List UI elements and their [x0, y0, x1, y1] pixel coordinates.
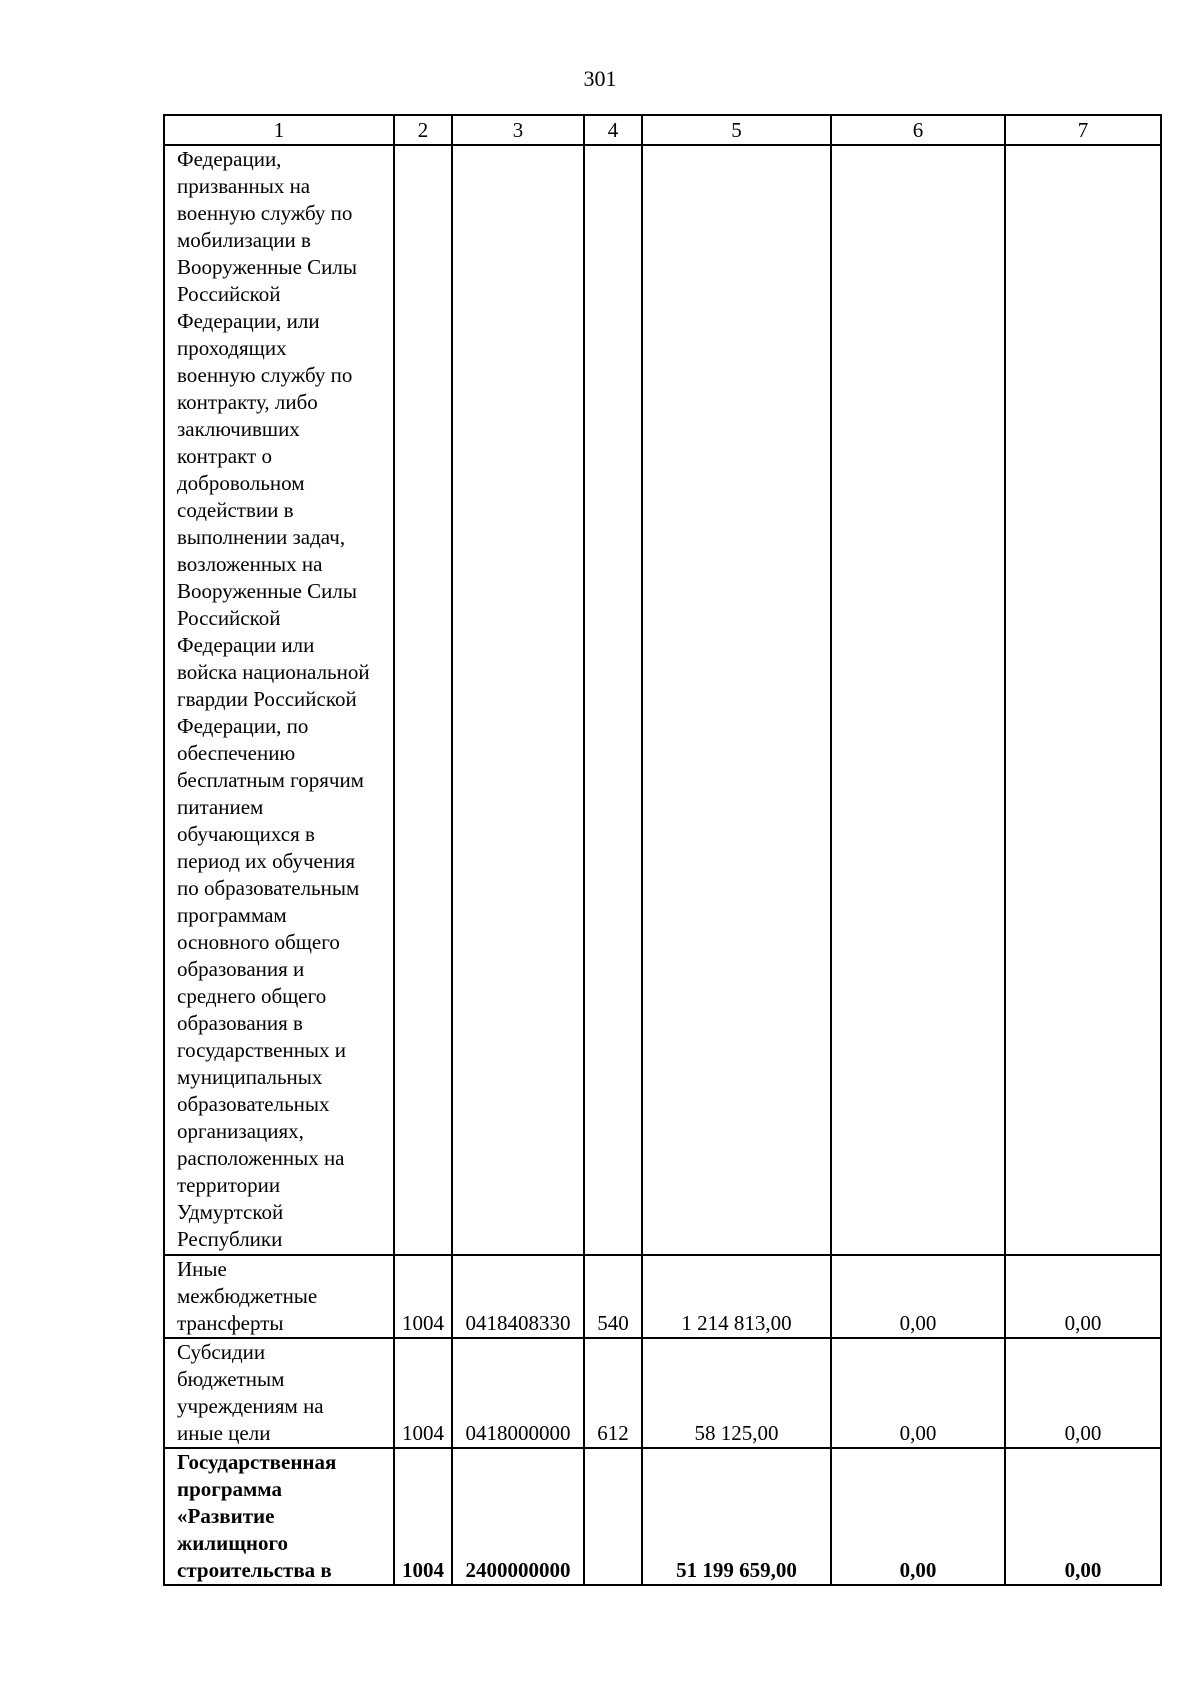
column-header-1: 1	[164, 115, 394, 145]
row-type: 540	[584, 1255, 642, 1338]
row-sum-year3: 0,00	[1005, 1338, 1161, 1448]
row-type	[584, 145, 642, 1255]
row-name: Субсидии бюджетным учреждениям на иные цели	[164, 1338, 394, 1448]
column-header-2: 2	[394, 115, 452, 145]
row-section: 1004	[394, 1255, 452, 1338]
table-header-row	[164, 115, 1161, 145]
column-header-6: 6	[831, 115, 1005, 145]
row-target: 0418000000	[452, 1338, 584, 1448]
table-row	[164, 1338, 1161, 1448]
row-sum-year3: 0,00	[1005, 1448, 1161, 1585]
row-sum-year2: 0,00	[831, 1255, 1005, 1338]
row-target: 2400000000	[452, 1448, 584, 1585]
row-section: 1004	[394, 1338, 452, 1448]
row-type: 612	[584, 1338, 642, 1448]
row-section	[394, 145, 452, 1255]
column-header-3: 3	[452, 115, 584, 145]
table-row	[164, 1448, 1161, 1585]
row-sum-year1: 51 199 659,00	[642, 1448, 831, 1585]
row-sum-year3: 0,00	[1005, 1255, 1161, 1338]
budget-table	[163, 114, 1162, 1586]
row-sum-year2: 0,00	[831, 1338, 1005, 1448]
row-name: Государственная программа «Развитие жилищного строительства в	[164, 1448, 394, 1585]
row-sum-year1	[642, 145, 831, 1255]
table-row	[164, 1255, 1161, 1338]
row-sum-year3	[1005, 145, 1161, 1255]
row-name: Иные межбюджетные трансферты	[164, 1255, 394, 1338]
table-row	[164, 145, 1161, 1255]
row-sum-year2: 0,00	[831, 1448, 1005, 1585]
row-section: 1004	[394, 1448, 452, 1585]
row-sum-year2	[831, 145, 1005, 1255]
row-target	[452, 145, 584, 1255]
row-name: Федерации, призванных на военную службу по мобилизации в Вооруженные Силы Российской Федерации, или проходящих военную службу по контракту, либо заключивших контракт о добровольном содействии в выполнении задач, возложенных на Вооруженные Силы Российской Федерации или войска национальной гвардии Российской Федерации, по обеспечению бесплатным горячим питанием обучающихся в период их обучения по образовательным программам основного общего образования и среднего общего образования в государственных и муниципальных образовательных организациях, расположенных на территории Удмуртской Республики	[164, 145, 394, 1255]
row-sum-year1: 1 214 813,00	[642, 1255, 831, 1338]
column-header-5: 5	[642, 115, 831, 145]
column-header-4: 4	[584, 115, 642, 145]
page-number: 301	[583, 66, 617, 91]
row-target: 0418408330	[452, 1255, 584, 1338]
row-type	[584, 1448, 642, 1585]
row-sum-year1: 58 125,00	[642, 1338, 831, 1448]
column-header-7: 7	[1005, 115, 1161, 145]
